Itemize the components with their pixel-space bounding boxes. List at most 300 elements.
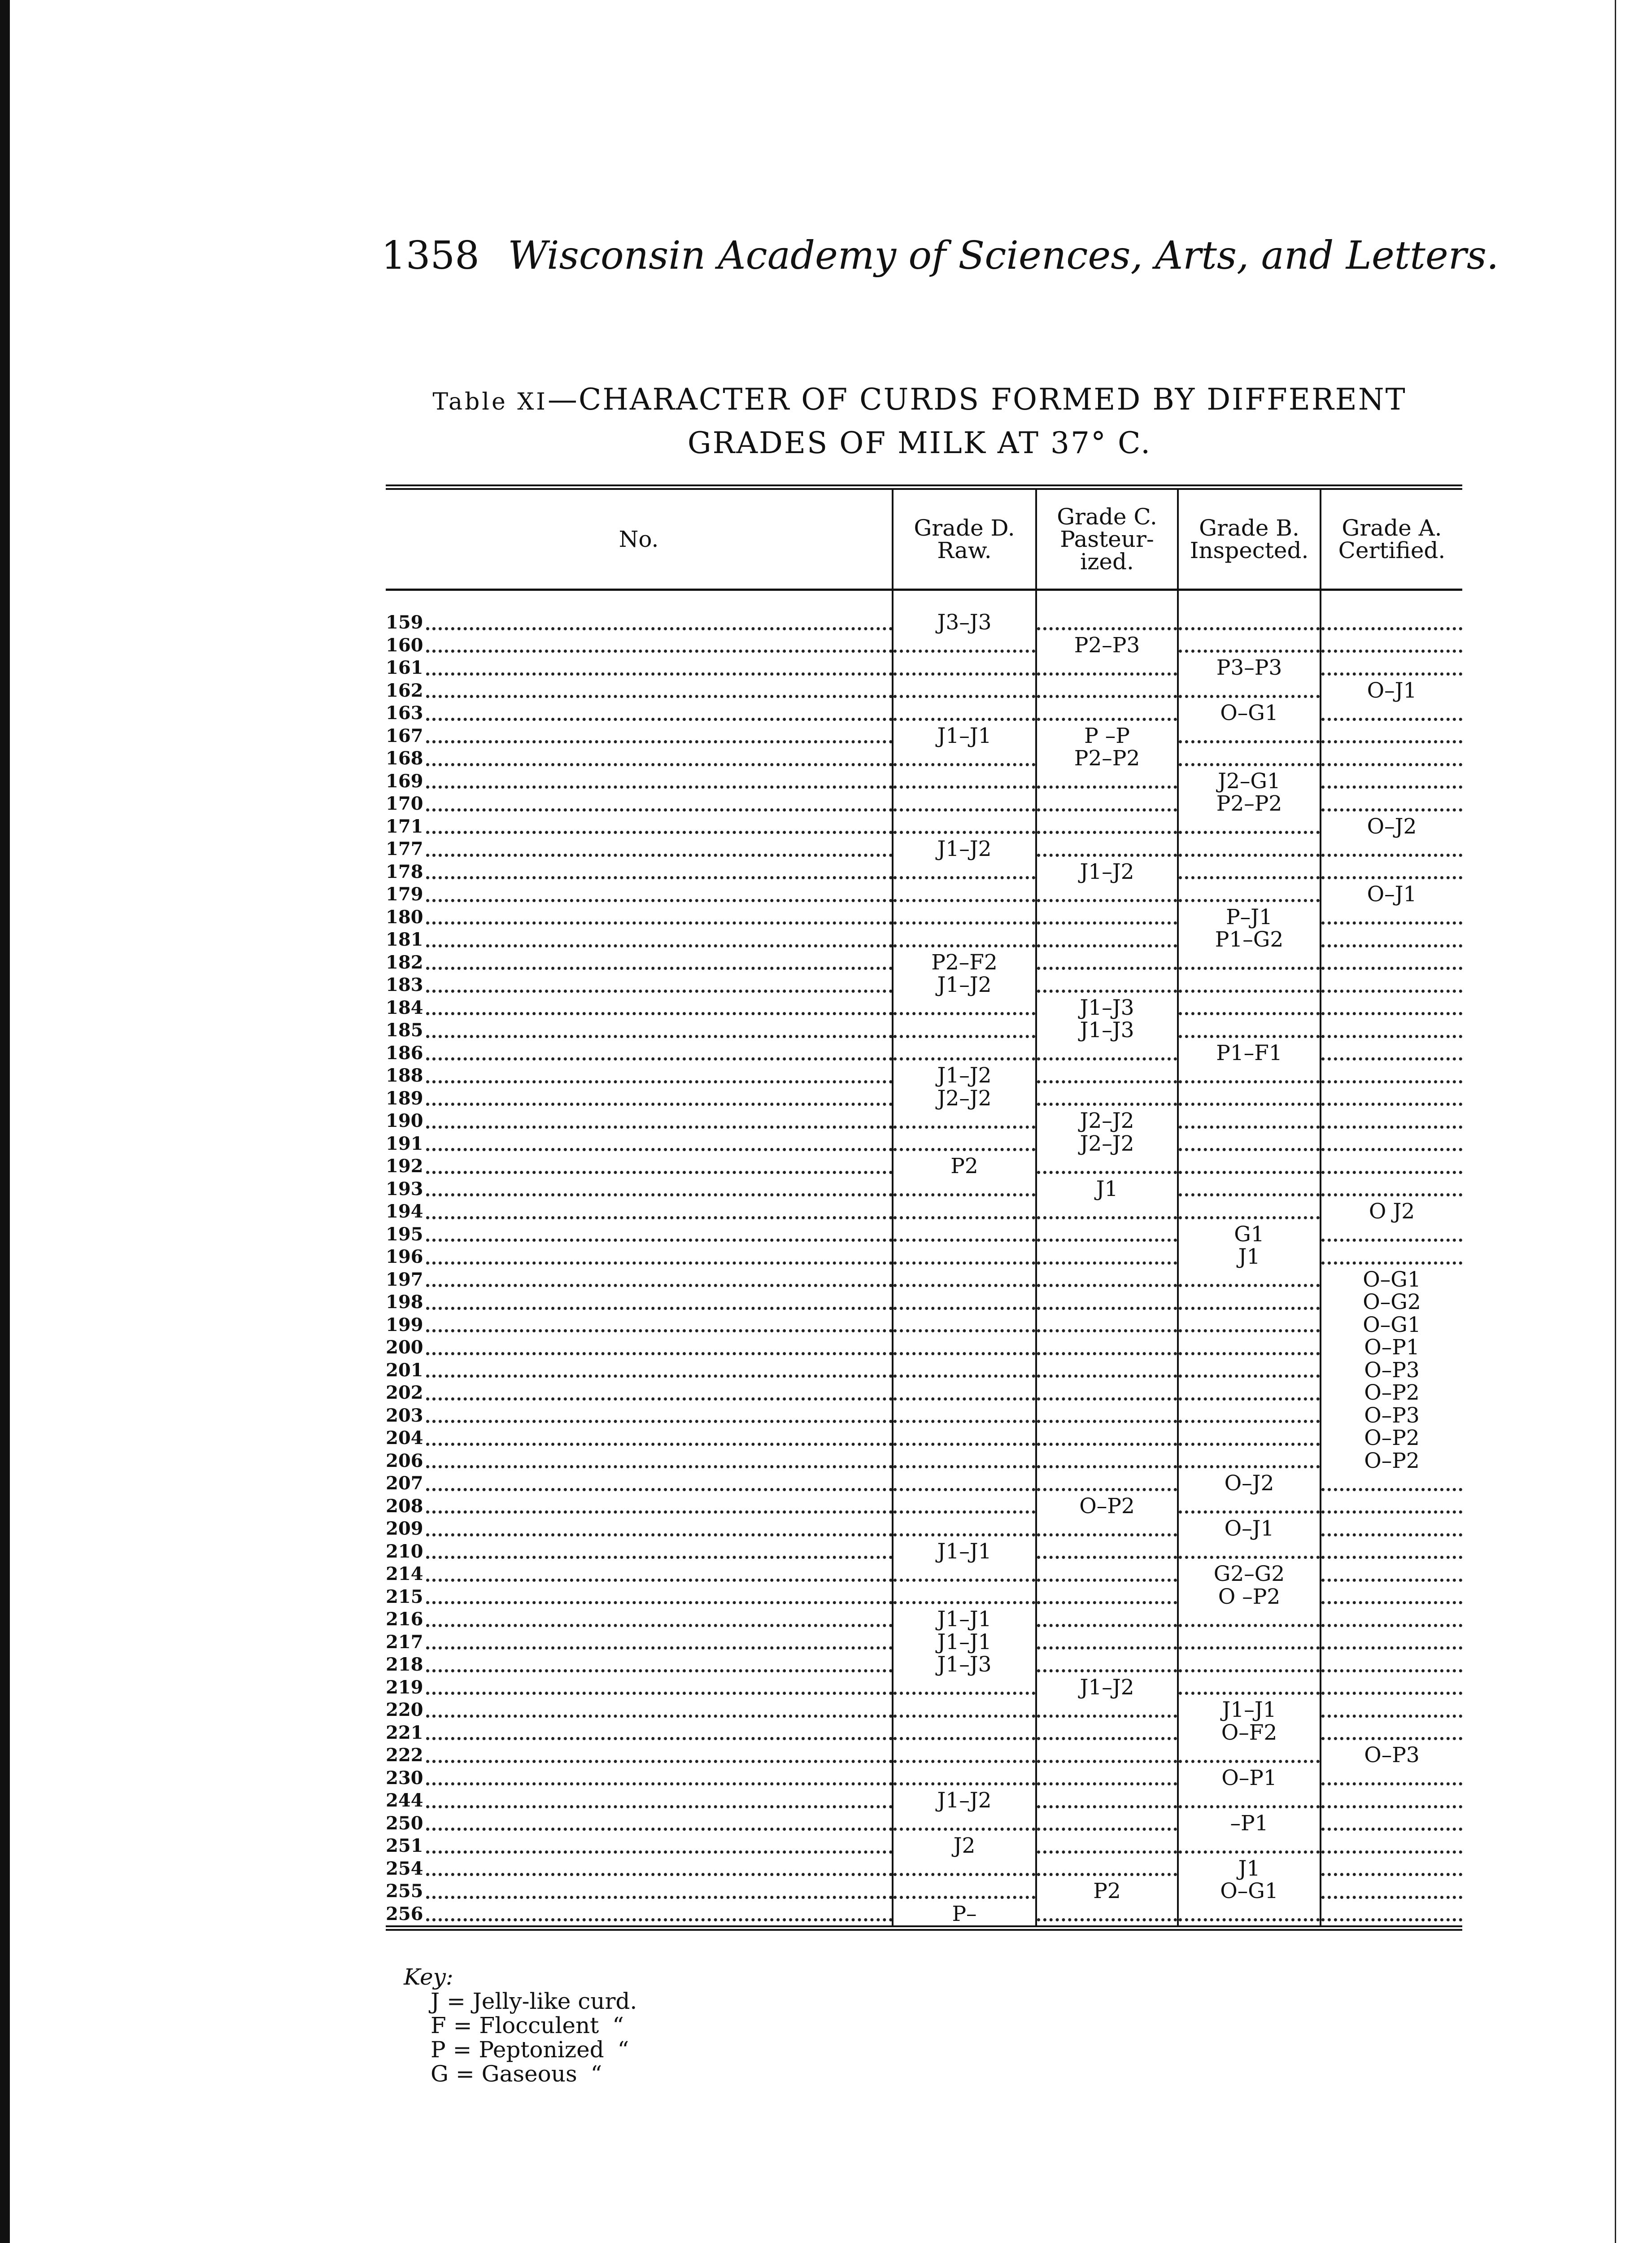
cell-grade-a xyxy=(1321,1065,1462,1087)
table-row xyxy=(386,838,1462,861)
cell-grade-d xyxy=(893,1858,1036,1881)
cell-grade-d xyxy=(893,1382,1036,1405)
cell-grade-b xyxy=(1178,1540,1321,1563)
cell-grade-b xyxy=(1178,1903,1321,1929)
row-number: 218 xyxy=(386,1654,893,1676)
table-row xyxy=(386,883,1462,906)
cell-grade-b: P3–P3 xyxy=(1178,657,1321,680)
table-row xyxy=(386,1019,1462,1042)
row-number: 194 xyxy=(386,1200,893,1223)
table-row xyxy=(386,747,1462,770)
cell-grade-a xyxy=(1321,1835,1462,1858)
header-grade-c: Grade C. Pasteur- ized. xyxy=(1036,487,1178,590)
key-code: P xyxy=(431,2037,446,2063)
table-row xyxy=(386,611,1462,634)
cell-grade-d xyxy=(893,1450,1036,1473)
cell-grade-a: O–G1 xyxy=(1321,1314,1462,1337)
cell-grade-b xyxy=(1178,680,1321,703)
cell-grade-a xyxy=(1321,1518,1462,1540)
row-number: 167 xyxy=(386,725,893,748)
key-item: P = Peptonized “ xyxy=(431,2037,629,2063)
table-row xyxy=(386,1065,1462,1087)
cell-grade-a xyxy=(1321,1699,1462,1722)
cell-grade-d xyxy=(893,1133,1036,1156)
cell-grade-c xyxy=(1036,1155,1178,1178)
cell-grade-b xyxy=(1178,1178,1321,1201)
cell-grade-d: J1–J2 xyxy=(893,838,1036,861)
cell-grade-b xyxy=(1178,1631,1321,1654)
cell-grade-b xyxy=(1178,1450,1321,1473)
cell-grade-a xyxy=(1321,1019,1462,1042)
row-number: 161 xyxy=(386,657,893,680)
key-item: J = Jelly-like curd. xyxy=(431,1988,637,2014)
row-number: 185 xyxy=(386,1019,893,1042)
table-title xyxy=(377,379,1462,464)
row-number: 203 xyxy=(386,1405,893,1427)
cell-grade-b xyxy=(1178,611,1321,634)
row-number: 256 xyxy=(386,1903,893,1929)
cell-grade-a xyxy=(1321,1495,1462,1518)
cell-grade-b xyxy=(1178,1608,1321,1631)
cell-grade-b xyxy=(1178,838,1321,861)
cell-grade-b xyxy=(1178,1110,1321,1133)
cell-grade-b xyxy=(1178,1155,1321,1178)
cell-grade-d xyxy=(893,1042,1036,1065)
row-number: 209 xyxy=(386,1518,893,1540)
cell-grade-d xyxy=(893,883,1036,906)
cell-grade-c: J1–J2 xyxy=(1036,1676,1178,1699)
cell-grade-b xyxy=(1178,1359,1321,1382)
cell-grade-d: P2 xyxy=(893,1155,1036,1178)
cell-grade-c xyxy=(1036,1586,1178,1609)
row-number: 179 xyxy=(386,883,893,906)
spacer-row xyxy=(386,590,1462,612)
cell-grade-a xyxy=(1321,1858,1462,1881)
cell-grade-b xyxy=(1178,951,1321,974)
table-row xyxy=(386,1540,1462,1563)
cell-grade-a xyxy=(1321,1586,1462,1609)
table-row xyxy=(386,861,1462,884)
cell-grade-d: J1–J1 xyxy=(893,1608,1036,1631)
running-head xyxy=(381,233,1499,278)
table-row xyxy=(386,1042,1462,1065)
cell-grade-b xyxy=(1178,1019,1321,1042)
table-row xyxy=(386,1858,1462,1881)
table-row xyxy=(386,906,1462,929)
table-row xyxy=(386,1133,1462,1156)
cell-grade-c xyxy=(1036,1382,1178,1405)
cell-grade-d xyxy=(893,1246,1036,1269)
row-number: 230 xyxy=(386,1767,893,1790)
cell-grade-d: J1–J2 xyxy=(893,1789,1036,1812)
table-row xyxy=(386,1336,1462,1359)
cell-grade-c xyxy=(1036,1835,1178,1858)
cell-grade-d: J1–J2 xyxy=(893,1065,1036,1087)
cell-grade-a: O–G1 xyxy=(1321,1269,1462,1292)
cell-grade-a: O–P1 xyxy=(1321,1336,1462,1359)
row-number: 198 xyxy=(386,1291,893,1314)
cell-grade-d xyxy=(893,634,1036,657)
cell-grade-c xyxy=(1036,1200,1178,1223)
cell-grade-a xyxy=(1321,1903,1462,1929)
row-number: 181 xyxy=(386,929,893,951)
table-row xyxy=(386,1223,1462,1246)
row-number: 220 xyxy=(386,1699,893,1722)
cell-grade-a xyxy=(1321,702,1462,725)
cell-grade-d: J2–J2 xyxy=(893,1087,1036,1110)
cell-grade-d xyxy=(893,793,1036,816)
cell-grade-c xyxy=(1036,1291,1178,1314)
row-number: 206 xyxy=(386,1450,893,1473)
cell-grade-c xyxy=(1036,793,1178,816)
journal-title: Wisconsin Academy of Sciences, Arts, and Letters. xyxy=(508,233,1499,278)
key-code: J xyxy=(431,1988,440,2014)
row-number: 170 xyxy=(386,793,893,816)
cell-grade-c xyxy=(1036,1427,1178,1450)
cell-grade-d xyxy=(893,1178,1036,1201)
table-row xyxy=(386,1608,1462,1631)
cell-grade-a: O–P3 xyxy=(1321,1744,1462,1767)
table-row xyxy=(386,997,1462,1020)
table-row xyxy=(386,1563,1462,1586)
cell-grade-a xyxy=(1321,1042,1462,1065)
key-rows xyxy=(404,1989,650,2086)
cell-grade-c: O–P2 xyxy=(1036,1495,1178,1518)
row-number: 201 xyxy=(386,1359,893,1382)
cell-grade-d xyxy=(893,1676,1036,1699)
cell-grade-b: P–J1 xyxy=(1178,906,1321,929)
cell-grade-d xyxy=(893,1110,1036,1133)
table-row xyxy=(386,770,1462,793)
cell-grade-d xyxy=(893,816,1036,838)
table-row xyxy=(386,1631,1462,1654)
cell-grade-b xyxy=(1178,1291,1321,1314)
cell-grade-a xyxy=(1321,906,1462,929)
curds-table xyxy=(386,484,1462,1931)
row-number: 163 xyxy=(386,702,893,725)
cell-grade-d xyxy=(893,1744,1036,1767)
row-number: 210 xyxy=(386,1540,893,1563)
cell-grade-d xyxy=(893,657,1036,680)
key-meaning: Peptonized xyxy=(479,2037,604,2063)
cell-grade-c xyxy=(1036,1472,1178,1495)
cell-grade-b: O–J2 xyxy=(1178,1472,1321,1495)
table-row xyxy=(386,1200,1462,1223)
cell-grade-c xyxy=(1036,1223,1178,1246)
cell-grade-c xyxy=(1036,1269,1178,1292)
cell-grade-a: O–P3 xyxy=(1321,1359,1462,1382)
table-row xyxy=(386,1744,1462,1767)
cell-grade-c xyxy=(1036,929,1178,951)
cell-grade-a: O–J1 xyxy=(1321,883,1462,906)
row-number: 244 xyxy=(386,1789,893,1812)
cell-grade-b: J1 xyxy=(1178,1246,1321,1269)
cell-grade-c: J1–J2 xyxy=(1036,861,1178,884)
cell-grade-a xyxy=(1321,1676,1462,1699)
cell-grade-b: O–G1 xyxy=(1178,702,1321,725)
cell-grade-b: J1–J1 xyxy=(1178,1699,1321,1722)
cell-grade-d xyxy=(893,1563,1036,1586)
cell-grade-a xyxy=(1321,611,1462,634)
cell-grade-d xyxy=(893,1405,1036,1427)
cell-grade-c xyxy=(1036,1042,1178,1065)
cell-grade-a xyxy=(1321,1722,1462,1745)
cell-grade-c xyxy=(1036,702,1178,725)
cell-grade-d xyxy=(893,1812,1036,1835)
cell-grade-d xyxy=(893,680,1036,703)
row-number: 186 xyxy=(386,1042,893,1065)
cell-grade-b xyxy=(1178,1405,1321,1427)
table-row xyxy=(386,1518,1462,1540)
cell-grade-b xyxy=(1178,861,1321,884)
table-row xyxy=(386,974,1462,997)
row-number: 159 xyxy=(386,611,893,634)
cell-grade-d xyxy=(893,1291,1036,1314)
cell-grade-c: P2 xyxy=(1036,1880,1178,1903)
cell-grade-b xyxy=(1178,816,1321,838)
cell-grade-c xyxy=(1036,1246,1178,1269)
cell-grade-c xyxy=(1036,1359,1178,1382)
key-code: G xyxy=(431,2061,449,2087)
cell-grade-c xyxy=(1036,1789,1178,1812)
table-row xyxy=(386,1699,1462,1722)
table-row xyxy=(386,725,1462,748)
table-row xyxy=(386,1314,1462,1337)
cell-grade-c: J1–J3 xyxy=(1036,997,1178,1020)
cell-grade-b: J1 xyxy=(1178,1858,1321,1881)
row-number: 182 xyxy=(386,951,893,974)
table-row xyxy=(386,1269,1462,1292)
cell-grade-a xyxy=(1321,634,1462,657)
cell-grade-c xyxy=(1036,1654,1178,1676)
table-row xyxy=(386,1495,1462,1518)
row-number: 221 xyxy=(386,1722,893,1745)
cell-grade-b xyxy=(1178,1382,1321,1405)
cell-grade-a xyxy=(1321,793,1462,816)
cell-grade-b: G1 xyxy=(1178,1223,1321,1246)
cell-grade-d xyxy=(893,1495,1036,1518)
cell-grade-a xyxy=(1321,929,1462,951)
row-number: 215 xyxy=(386,1586,893,1609)
table-row xyxy=(386,1110,1462,1133)
cell-grade-d xyxy=(893,1880,1036,1903)
cell-grade-c xyxy=(1036,951,1178,974)
table-title-line1 xyxy=(377,379,1462,423)
header-row xyxy=(386,487,1462,590)
key-meaning: Jelly-like curd. xyxy=(472,1988,637,2014)
cell-grade-a xyxy=(1321,1608,1462,1631)
cell-grade-c xyxy=(1036,1744,1178,1767)
cell-grade-a: O J2 xyxy=(1321,1200,1462,1223)
table-row xyxy=(386,634,1462,657)
cell-grade-c xyxy=(1036,1518,1178,1540)
row-number: 169 xyxy=(386,770,893,793)
row-number: 255 xyxy=(386,1880,893,1903)
header-grade-a: Grade A. Certified. xyxy=(1321,487,1462,590)
cell-grade-d xyxy=(893,1336,1036,1359)
table-row xyxy=(386,702,1462,725)
cell-grade-c xyxy=(1036,1336,1178,1359)
cell-grade-c xyxy=(1036,883,1178,906)
row-number: 197 xyxy=(386,1269,893,1292)
row-number: 202 xyxy=(386,1382,893,1405)
cell-grade-c xyxy=(1036,1631,1178,1654)
row-number: 192 xyxy=(386,1155,893,1178)
cell-grade-c xyxy=(1036,1812,1178,1835)
row-number: 216 xyxy=(386,1608,893,1631)
cell-grade-b xyxy=(1178,1427,1321,1450)
scan-edge-right xyxy=(1615,0,1616,2243)
table-row xyxy=(386,1767,1462,1790)
cell-grade-a xyxy=(1321,1767,1462,1790)
row-number: 222 xyxy=(386,1744,893,1767)
cell-grade-d xyxy=(893,1200,1036,1223)
cell-grade-d xyxy=(893,1586,1036,1609)
cell-grade-c xyxy=(1036,816,1178,838)
cell-grade-b xyxy=(1178,1269,1321,1292)
cell-grade-d xyxy=(893,1427,1036,1450)
cell-grade-d xyxy=(893,1314,1036,1337)
row-number: 214 xyxy=(386,1563,893,1586)
cell-grade-a xyxy=(1321,951,1462,974)
cell-grade-b xyxy=(1178,1495,1321,1518)
cell-grade-a xyxy=(1321,1880,1462,1903)
cell-grade-d xyxy=(893,702,1036,725)
cell-grade-a xyxy=(1321,1654,1462,1676)
cell-grade-a: O–P2 xyxy=(1321,1450,1462,1473)
key-item: G = Gaseous “ xyxy=(431,2061,602,2087)
row-number: 250 xyxy=(386,1812,893,1835)
cell-grade-b xyxy=(1178,634,1321,657)
row-number: 180 xyxy=(386,906,893,929)
cell-grade-d xyxy=(893,1699,1036,1722)
header-grade-b: Grade B. Inspected. xyxy=(1178,487,1321,590)
cell-grade-c xyxy=(1036,1314,1178,1337)
cell-grade-d: P2–F2 xyxy=(893,951,1036,974)
cell-grade-c xyxy=(1036,657,1178,680)
cell-grade-a: O–P3 xyxy=(1321,1405,1462,1427)
cell-grade-b xyxy=(1178,747,1321,770)
cell-grade-d xyxy=(893,1223,1036,1246)
row-number: 251 xyxy=(386,1835,893,1858)
cell-grade-a: O–J1 xyxy=(1321,680,1462,703)
cell-grade-b: O–P1 xyxy=(1178,1767,1321,1790)
key-title: Key: xyxy=(404,1964,453,1990)
cell-grade-d xyxy=(893,747,1036,770)
cell-grade-a: O–J2 xyxy=(1321,816,1462,838)
cell-grade-c xyxy=(1036,611,1178,634)
cell-grade-b: O –P2 xyxy=(1178,1586,1321,1609)
table-row xyxy=(386,1586,1462,1609)
cell-grade-b xyxy=(1178,1314,1321,1337)
cell-grade-d: J3–J3 xyxy=(893,611,1036,634)
cell-grade-a xyxy=(1321,1472,1462,1495)
table-row xyxy=(386,929,1462,951)
cell-grade-b: P1–G2 xyxy=(1178,929,1321,951)
cell-grade-b xyxy=(1178,1744,1321,1767)
cell-grade-a xyxy=(1321,1789,1462,1812)
table-row xyxy=(386,1246,1462,1269)
cell-grade-c: J1–J3 xyxy=(1036,1019,1178,1042)
cell-grade-c xyxy=(1036,1767,1178,1790)
cell-grade-b: J2–G1 xyxy=(1178,770,1321,793)
cell-grade-b xyxy=(1178,1065,1321,1087)
table-row xyxy=(386,1880,1462,1903)
row-number: 183 xyxy=(386,974,893,997)
cell-grade-a xyxy=(1321,657,1462,680)
cell-grade-c xyxy=(1036,1722,1178,1745)
cell-grade-b xyxy=(1178,1676,1321,1699)
table-row xyxy=(386,1382,1462,1405)
cell-grade-c xyxy=(1036,1563,1178,1586)
cell-grade-d: J2 xyxy=(893,1835,1036,1858)
row-number: 207 xyxy=(386,1472,893,1495)
cell-grade-a xyxy=(1321,725,1462,748)
row-number: 188 xyxy=(386,1065,893,1087)
cell-grade-c xyxy=(1036,1405,1178,1427)
cell-grade-d: J1–J1 xyxy=(893,725,1036,748)
cell-grade-a xyxy=(1321,1631,1462,1654)
cell-grade-a xyxy=(1321,1087,1462,1110)
cell-grade-b xyxy=(1178,1789,1321,1812)
cell-grade-d: J1–J3 xyxy=(893,1654,1036,1676)
key-ditto: “ xyxy=(612,2012,624,2038)
cell-grade-a xyxy=(1321,1223,1462,1246)
page-number: 1358 xyxy=(381,233,479,278)
row-number: 254 xyxy=(386,1858,893,1881)
table-row xyxy=(386,1291,1462,1314)
cell-grade-c: J2–J2 xyxy=(1036,1110,1178,1133)
row-number: 208 xyxy=(386,1495,893,1518)
cell-grade-a xyxy=(1321,770,1462,793)
table-title-line2: GRADES OF MILK AT 37° C. xyxy=(687,426,1152,460)
table-row xyxy=(386,793,1462,816)
cell-grade-a xyxy=(1321,1812,1462,1835)
cell-grade-c: P –P xyxy=(1036,725,1178,748)
table-row xyxy=(386,1722,1462,1745)
table-row xyxy=(386,1903,1462,1929)
cell-grade-b xyxy=(1178,1133,1321,1156)
row-number: 190 xyxy=(386,1110,893,1133)
cell-grade-b: –P1 xyxy=(1178,1812,1321,1835)
cell-grade-c xyxy=(1036,974,1178,997)
cell-grade-a xyxy=(1321,838,1462,861)
cell-grade-c xyxy=(1036,1608,1178,1631)
key-item: F = Flocculent “ xyxy=(431,2012,624,2038)
cell-grade-d xyxy=(893,1359,1036,1382)
cell-grade-c xyxy=(1036,1540,1178,1563)
key-meaning: Gaseous xyxy=(481,2061,577,2087)
table-row xyxy=(386,951,1462,974)
cell-grade-b: O–F2 xyxy=(1178,1722,1321,1745)
cell-grade-b xyxy=(1178,725,1321,748)
cell-grade-b xyxy=(1178,1200,1321,1223)
table-row xyxy=(386,1676,1462,1699)
cell-grade-a: O–P2 xyxy=(1321,1427,1462,1450)
row-number: 189 xyxy=(386,1087,893,1110)
cell-grade-c xyxy=(1036,1903,1178,1929)
row-number: 177 xyxy=(386,838,893,861)
cell-grade-a xyxy=(1321,974,1462,997)
table-title-text: —CHARACTER OF CURDS FORMED BY DIFFERENT xyxy=(547,382,1407,417)
cell-grade-c xyxy=(1036,1065,1178,1087)
cell-grade-b xyxy=(1178,1087,1321,1110)
row-number: 162 xyxy=(386,680,893,703)
row-number: 200 xyxy=(386,1336,893,1359)
table-row xyxy=(386,1087,1462,1110)
cell-grade-d: J1–J1 xyxy=(893,1631,1036,1654)
table-row xyxy=(386,680,1462,703)
